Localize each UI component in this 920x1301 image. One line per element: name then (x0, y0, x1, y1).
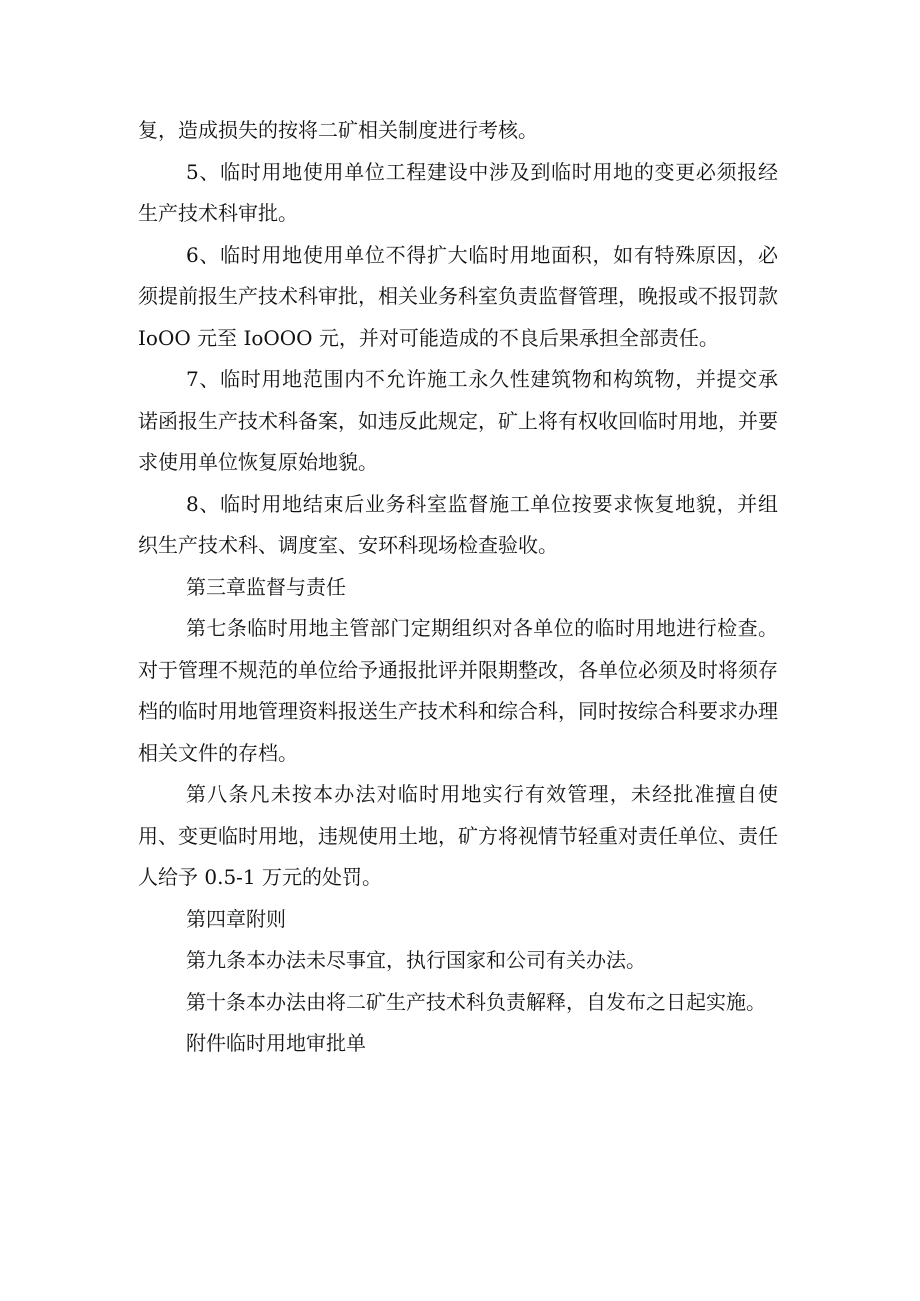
paragraph-item-6: 6、临时用地使用单位不得扩大临时用地面积，如有特殊原因，必须提前报生产技术科审批，相关业务科室负责监督管理，晚报或不报罚款 IoOO 元至 IoOOO 元，并对可能造成的不良后果承担全部责任。 (138, 242, 778, 350)
article-9: 第九条本办法未尽事宜，执行国家和公司有关办法。 (186, 948, 646, 972)
document-page (138, 110, 778, 1065)
article-8: 第八条凡未按本办法对临时用地实行有效管理，未经批准擅自使用、变更临时用地，违规使用土地，矿方将视情节轻重对责任单位、责任人给予 0.5-1 万元的处罚。 (138, 782, 778, 889)
attachment-line: 附件临时用地审批单 (186, 1031, 366, 1055)
paragraph-item-5: 5、临时用地使用单位工程建设中涉及到临时用地的变更必须报经生产技术科审批。 (138, 159, 778, 225)
chapter-heading-4: 第四章附则 (186, 906, 286, 931)
chapter-heading-3: 第三章监督与责任 (186, 574, 346, 599)
paragraph-item-8: 8、临时用地结束后业务科室监督施工单位按要求恢复地貌，并组织生产技术科、调度室、安环科现场检查验收。 (138, 491, 778, 557)
article-10: 第十条本办法由将二矿生产技术科负责解释，自发布之日起实施。 (186, 989, 766, 1014)
paragraph-item-7: 7、临时用地范围内不允许施工永久性建筑物和构筑物，并提交承诺函报生产技术科备案，如违反此规定，矿上将有权收回临时用地，并要求使用单位恢复原始地貌。 (138, 367, 778, 474)
paragraph-continuation: 复，造成损失的按将二矿相关制度进行考核。 (138, 118, 538, 142)
article-7: 第七条临时用地主管部门定期组织对各单位的临时用地进行检查。对于管理不规范的单位给予通报批评并限期整改，各单位必须及时将须存档的临时用地管理资料报送生产技术科和综合科，同时按综合科要求办理相关文件的存档。 (138, 616, 778, 765)
